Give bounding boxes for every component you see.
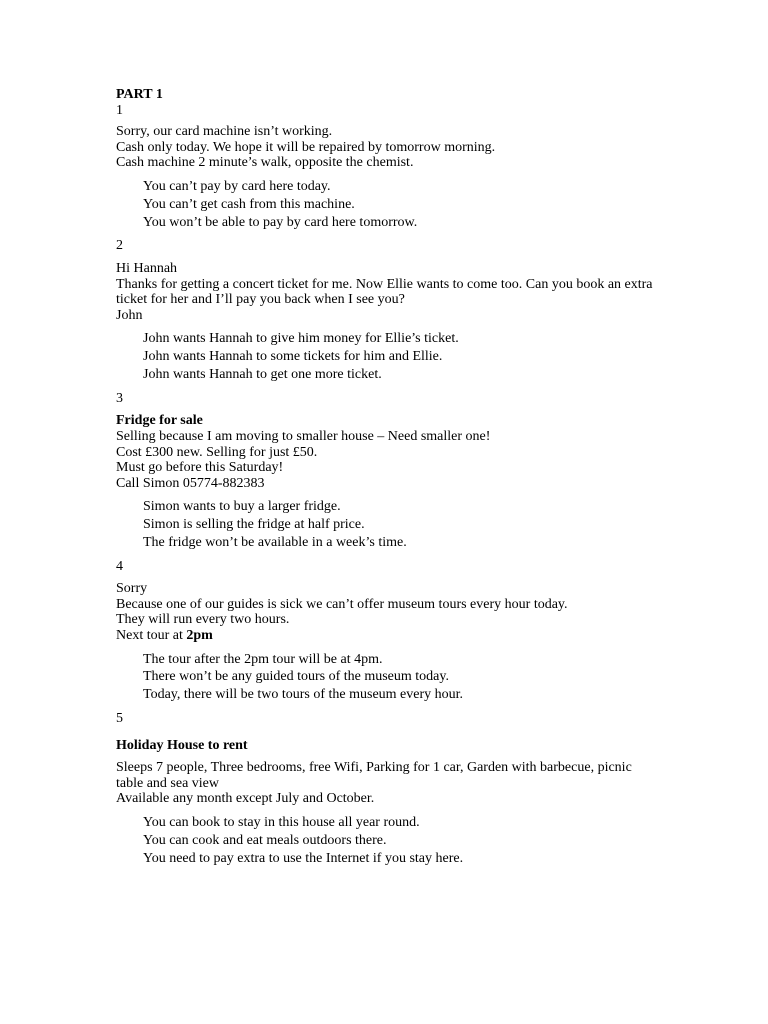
answer-option[interactable]: John wants Hannah to get one more ticket. [143,366,382,382]
notice-text [116,124,656,171]
advert-text [116,413,656,491]
question-number: 3 [116,390,123,406]
answer-option[interactable]: Simon wants to buy a larger fridge. [143,499,341,515]
answer-option[interactable]: You can’t get cash from this machine. [143,196,355,212]
question-2 [116,238,656,383]
message-greeting: Hi Hannah [116,260,178,276]
notice-text [116,581,656,643]
answer-option[interactable]: There won’t be any guided tours of the museum today. [143,669,449,685]
notice-line: They will run every two hours. [116,612,290,628]
question-number: 2 [116,238,123,254]
answer-options [116,498,656,551]
answer-option[interactable]: You can book to stay in this house all year round. [143,815,420,830]
question-1 [116,103,656,232]
answer-option[interactable]: Simon is selling the fridge at half price. [143,517,365,533]
answer-option[interactable]: The tour after the 2pm tour will be at 4pm. [143,651,383,667]
advert-line: Cost £300 new. Selling for just £50. [116,444,318,460]
advert-line: Must go before this Saturday! [116,460,284,476]
answer-option[interactable]: You need to pay extra to use the Internet if you stay here. [143,850,464,866]
answer-options [116,651,656,704]
advert-heading: Holiday House to rent [116,737,248,753]
message-body: Thanks for getting a concert ticket for me. Now Ellie wants to come too. Can you book an extra ticket for her and I’ll pay you back when I see you? [116,276,653,308]
answer-option[interactable]: Today, there will be two tours of the museum every hour. [143,687,464,703]
next-tour-prefix: Next tour at [116,628,187,644]
next-tour-line [116,628,656,644]
question-5 [116,711,656,867]
advert-body: Sleeps 7 people, Three bedrooms, free Wifi, Parking for 1 car, Garden with barbecue, picnic table and sea view [116,760,632,791]
answer-option[interactable]: You can’t pay by card here today. [143,178,331,194]
notice-line: Cash only today. We hope it will be repaired by tomorrow morning. [116,139,496,155]
answer-options [116,330,656,383]
question-number: 4 [116,558,123,574]
question-4 [116,559,656,704]
advert-availability: Available any month except July and October. [116,791,375,807]
message-text [116,261,656,323]
advert-text [116,760,656,807]
advert-line: Call Simon 05774-882383 [116,475,265,491]
question-3 [116,391,656,552]
advert-line: Selling because I am moving to smaller house – Need smaller one! [116,428,491,444]
answer-options [116,178,656,231]
notice-line: Sorry, our card machine isn’t working. [116,124,333,140]
question-number: 5 [116,711,123,727]
next-tour-time: 2pm [186,628,213,644]
answer-option[interactable]: You won’t be able to pay by card here tomorrow. [143,214,418,230]
message-signoff: John [116,307,143,323]
document-page [116,87,656,867]
question-number: 1 [116,102,123,118]
answer-option[interactable]: The fridge won’t be available in a week’s time. [143,534,407,550]
answer-option[interactable]: John wants Hannah to give him money for Ellie’s ticket. [143,331,459,347]
answer-option[interactable]: You can cook and eat meals outdoors there. [143,832,387,848]
answer-options [116,814,656,867]
advert-heading: Fridge for sale [116,413,203,429]
notice-line: Sorry [116,581,148,597]
notice-line: Because one of our guides is sick we can’t offer museum tours every hour today. [116,596,568,612]
notice-line: Cash machine 2 minute’s walk, opposite the chemist. [116,155,414,171]
answer-option[interactable]: John wants Hannah to some tickets for him and Ellie. [143,349,443,365]
part-title: PART 1 [116,87,163,102]
